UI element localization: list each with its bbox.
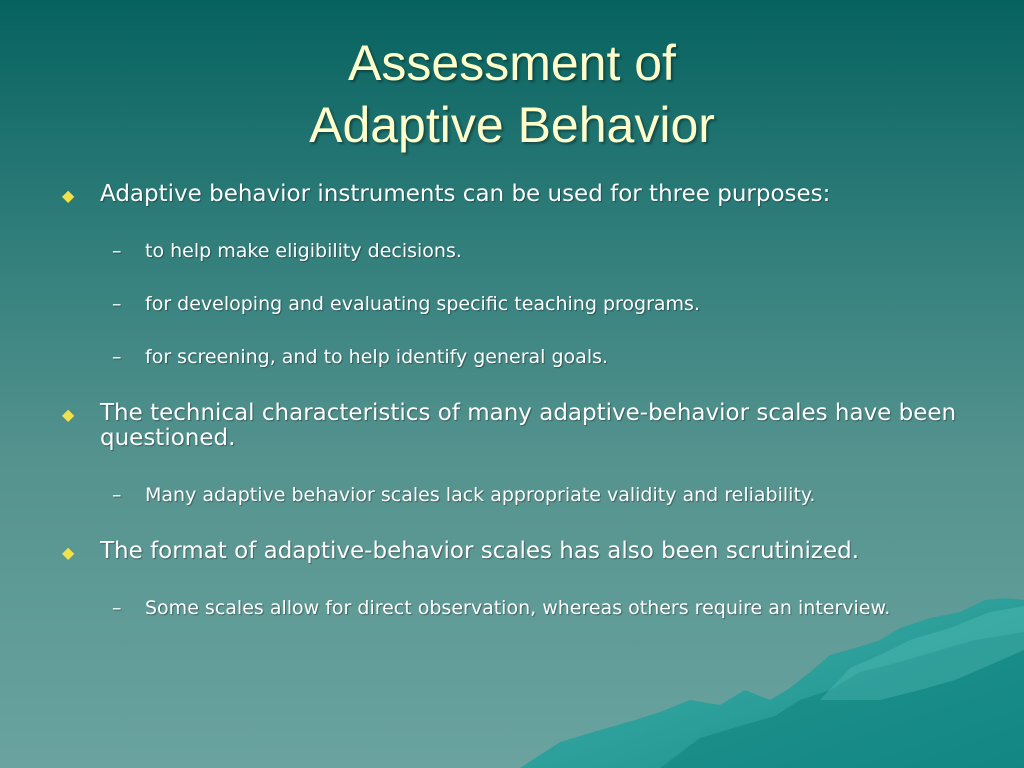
sub-bullet-text: for developing and evaluating specific teaching programs. (145, 293, 700, 315)
dash-bullet-icon: – (112, 240, 122, 262)
sub-bullet-text: Many adaptive behavior scales lack appropriate validity and reliability. (145, 484, 816, 506)
sub-bullet-item (62, 483, 962, 507)
diamond-bullet-icon: ◆ (62, 543, 75, 562)
slide-title (0, 32, 1024, 156)
bullet-item (62, 182, 962, 207)
dash-bullet-icon: – (112, 346, 122, 368)
dash-bullet-icon: – (112, 597, 122, 619)
bullet-text: Adaptive behavior instruments can be used for three purposes: (100, 181, 831, 207)
sub-bullet-item (62, 292, 962, 316)
sub-bullet-item (62, 239, 962, 263)
bullet-text: The format of adaptive-behavior scales has also been scrutinized. (100, 538, 860, 564)
sub-bullet-text: Some scales allow for direct observation, whereas others require an interview. (145, 597, 891, 619)
dash-bullet-icon: – (112, 484, 122, 506)
bullet-item (62, 401, 962, 451)
slide-body (62, 182, 962, 649)
sub-bullet-text: to help make eligibility decisions. (145, 240, 462, 262)
bullet-text: The technical characteristics of many adaptive-behavior scales have been questioned. (100, 400, 957, 451)
title-line-1: Assessment of (348, 35, 676, 91)
diamond-bullet-icon: ◆ (62, 186, 75, 205)
title-line-2: Adaptive Behavior (309, 97, 715, 153)
bullet-item (62, 539, 962, 564)
sub-bullet-item (62, 596, 962, 620)
dash-bullet-icon: – (112, 293, 122, 315)
diamond-bullet-icon: ◆ (62, 405, 75, 424)
sub-bullet-item (62, 345, 962, 369)
sub-bullet-text: for screening, and to help identify general goals. (145, 346, 609, 368)
